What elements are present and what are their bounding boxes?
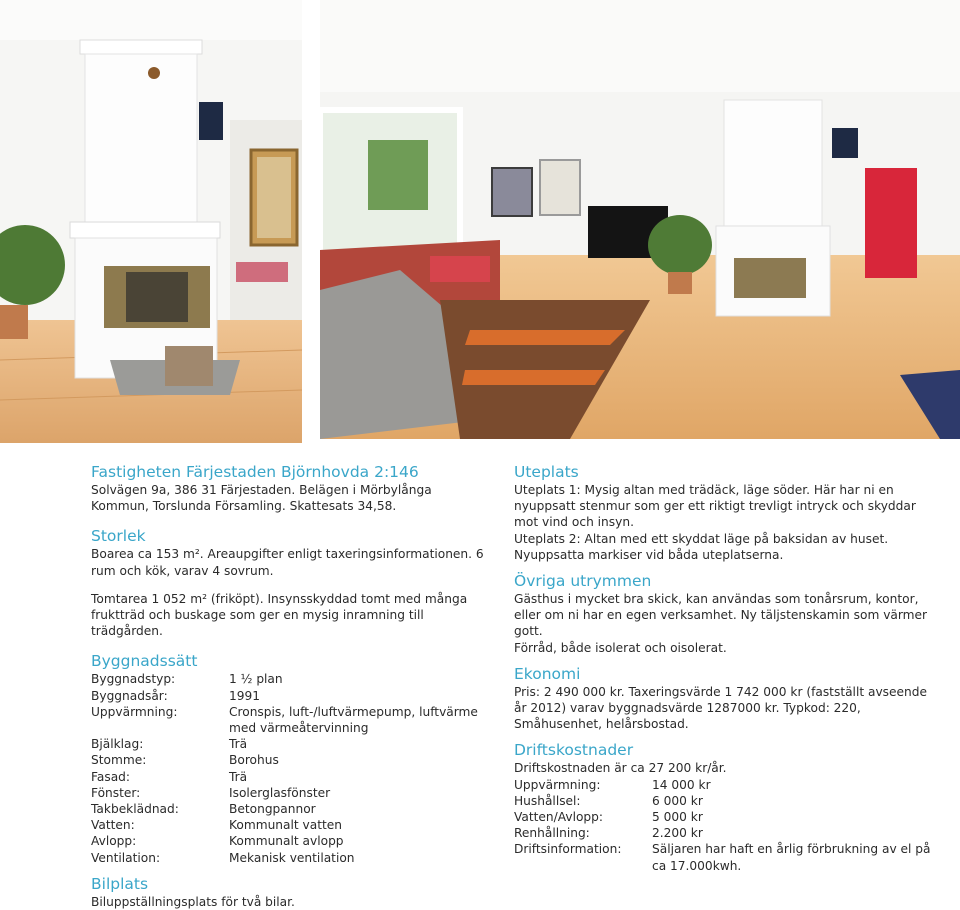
row-key: Stomme: [91, 753, 147, 768]
left-column [91, 462, 491, 910]
table-row [91, 752, 491, 768]
ovriga-1-text: Gästhus i mycket bra skick, kan användas som tonårsrum, kontor, eller om ni har en egen verksamhet. Ny täljstenskamin som värmer gott. [514, 592, 928, 639]
bilplats-heading: Bilplats [91, 874, 149, 893]
bilplats-text: Biluppställningsplats för två bilar. [91, 894, 295, 909]
row-value: Cronspis, luft-/luftvärmepump, luftvärme med värmeåtervinning [229, 704, 478, 736]
row-key: Fönster: [91, 785, 141, 800]
ekonomi-heading: Ekonomi [514, 664, 581, 683]
table-row [91, 769, 491, 785]
drift-intro: Driftskostnaden är ca 27 200 kr/år. [514, 761, 727, 776]
ekonomi-text: Pris: 2 490 000 kr. Taxeringsvärde 1 742 000 kr (fastställt avseende år 2012) varav byggnadsvärde 1287000 kr. Typkod: 220, Småhusenhet, helårsbostad. [514, 684, 927, 732]
table-row [91, 688, 491, 704]
row-key: Byggnadstyp: [91, 672, 176, 687]
row-key: Avlopp: [91, 834, 137, 849]
row-value: Säljaren har haft en årlig förbrukning av el på ca 17.000kwh. [652, 842, 931, 873]
row-value: Borohus [229, 753, 279, 768]
photo-living-room-stove [0, 0, 302, 443]
table-row [91, 671, 491, 687]
table-row [514, 841, 934, 873]
table-row [91, 817, 491, 833]
row-key: Uppvärmning: [91, 704, 178, 719]
table-row [514, 825, 934, 841]
table-row [91, 704, 491, 736]
storlek-heading: Storlek [91, 527, 146, 546]
photo-living-room-sofa [320, 0, 960, 439]
row-key: Takbeklädnad: [91, 802, 179, 817]
uteplats-heading: Uteplats [514, 463, 579, 481]
table-row [514, 809, 934, 825]
byggnadssatt-heading: Byggnadssätt [91, 652, 198, 671]
driftskostnader-heading: Driftskostnader [514, 741, 634, 760]
row-key: Bjälklag: [91, 737, 144, 752]
storlek-text: Boarea ca 153 m². Areaupgifter enligt taxeringsinformationen. 6 rum och kök, varav 4 sovrum. [91, 547, 484, 578]
uteplats-1-text: Uteplats 1: Mysig altan med trädäck, läge söder. Här har ni en nyuppsatt stenmur som ger ett riktigt trevligt intryck och skyddar mot vind och insyn. [514, 483, 916, 530]
row-value: Isolerglasfönster [229, 785, 331, 800]
table-row [91, 850, 491, 866]
row-key: Vatten/Avlopp: [514, 810, 604, 825]
table-row [91, 736, 491, 752]
row-key: Uppvärmning: [514, 777, 601, 792]
row-value: Mekanisk ventilation [229, 850, 355, 865]
row-value: 1 ½ plan [229, 672, 283, 687]
table-row [514, 777, 934, 793]
right-column [514, 462, 934, 874]
table-row [91, 833, 491, 849]
row-key: Hushållsel: [514, 793, 581, 808]
row-value: Trä [229, 769, 248, 784]
driftskostnader-table [514, 777, 934, 874]
uteplats-2-text: Uteplats 2: Altan med ett skyddat läge på baksidan av huset. Nyuppsatta markiser vid båda uteplatserna. [514, 531, 889, 562]
ovriga-heading: Övriga utrymmen [514, 572, 652, 591]
row-key: Vatten: [91, 818, 135, 833]
row-value: 2.200 kr [652, 826, 703, 841]
stove-room-illustration [0, 0, 302, 443]
table-row [514, 793, 934, 809]
sofa-room-illustration [320, 0, 960, 439]
row-value: Betongpannor [229, 802, 316, 817]
row-key: Ventilation: [91, 850, 161, 865]
row-key: Renhållning: [514, 826, 590, 841]
row-key: Byggnadsår: [91, 688, 168, 703]
byggnadssatt-table [91, 671, 491, 865]
row-key: Driftsinformation: [514, 842, 622, 857]
row-value: 5 000 kr [652, 810, 703, 825]
ovriga-2-text: Förråd, både isolerat och oisolerat. [514, 640, 727, 655]
table-row [91, 801, 491, 817]
table-row [91, 785, 491, 801]
row-value: 14 000 kr [652, 777, 711, 792]
row-value: Kommunalt avlopp [229, 834, 344, 849]
row-key: Fasad: [91, 769, 131, 784]
row-value: Kommunalt vatten [229, 818, 343, 833]
row-value: Trä [229, 737, 248, 752]
row-value: 6 000 kr [652, 793, 703, 808]
property-address: Solvägen 9a, 386 31 Färjestaden. Belägen i Mörbylånga Kommun, Torslunda Församling. Skattesats 34,58. [91, 483, 432, 514]
row-value: 1991 [229, 688, 261, 703]
tomt-text: Tomtarea 1 052 m² (friköpt). Insynsskyddad tomt med många fruktträd och buskage som ger en mysig inramning till trädgården. [91, 591, 468, 639]
property-title: Fastigheten Färjestaden Björnhovda 2:146 [91, 463, 419, 481]
